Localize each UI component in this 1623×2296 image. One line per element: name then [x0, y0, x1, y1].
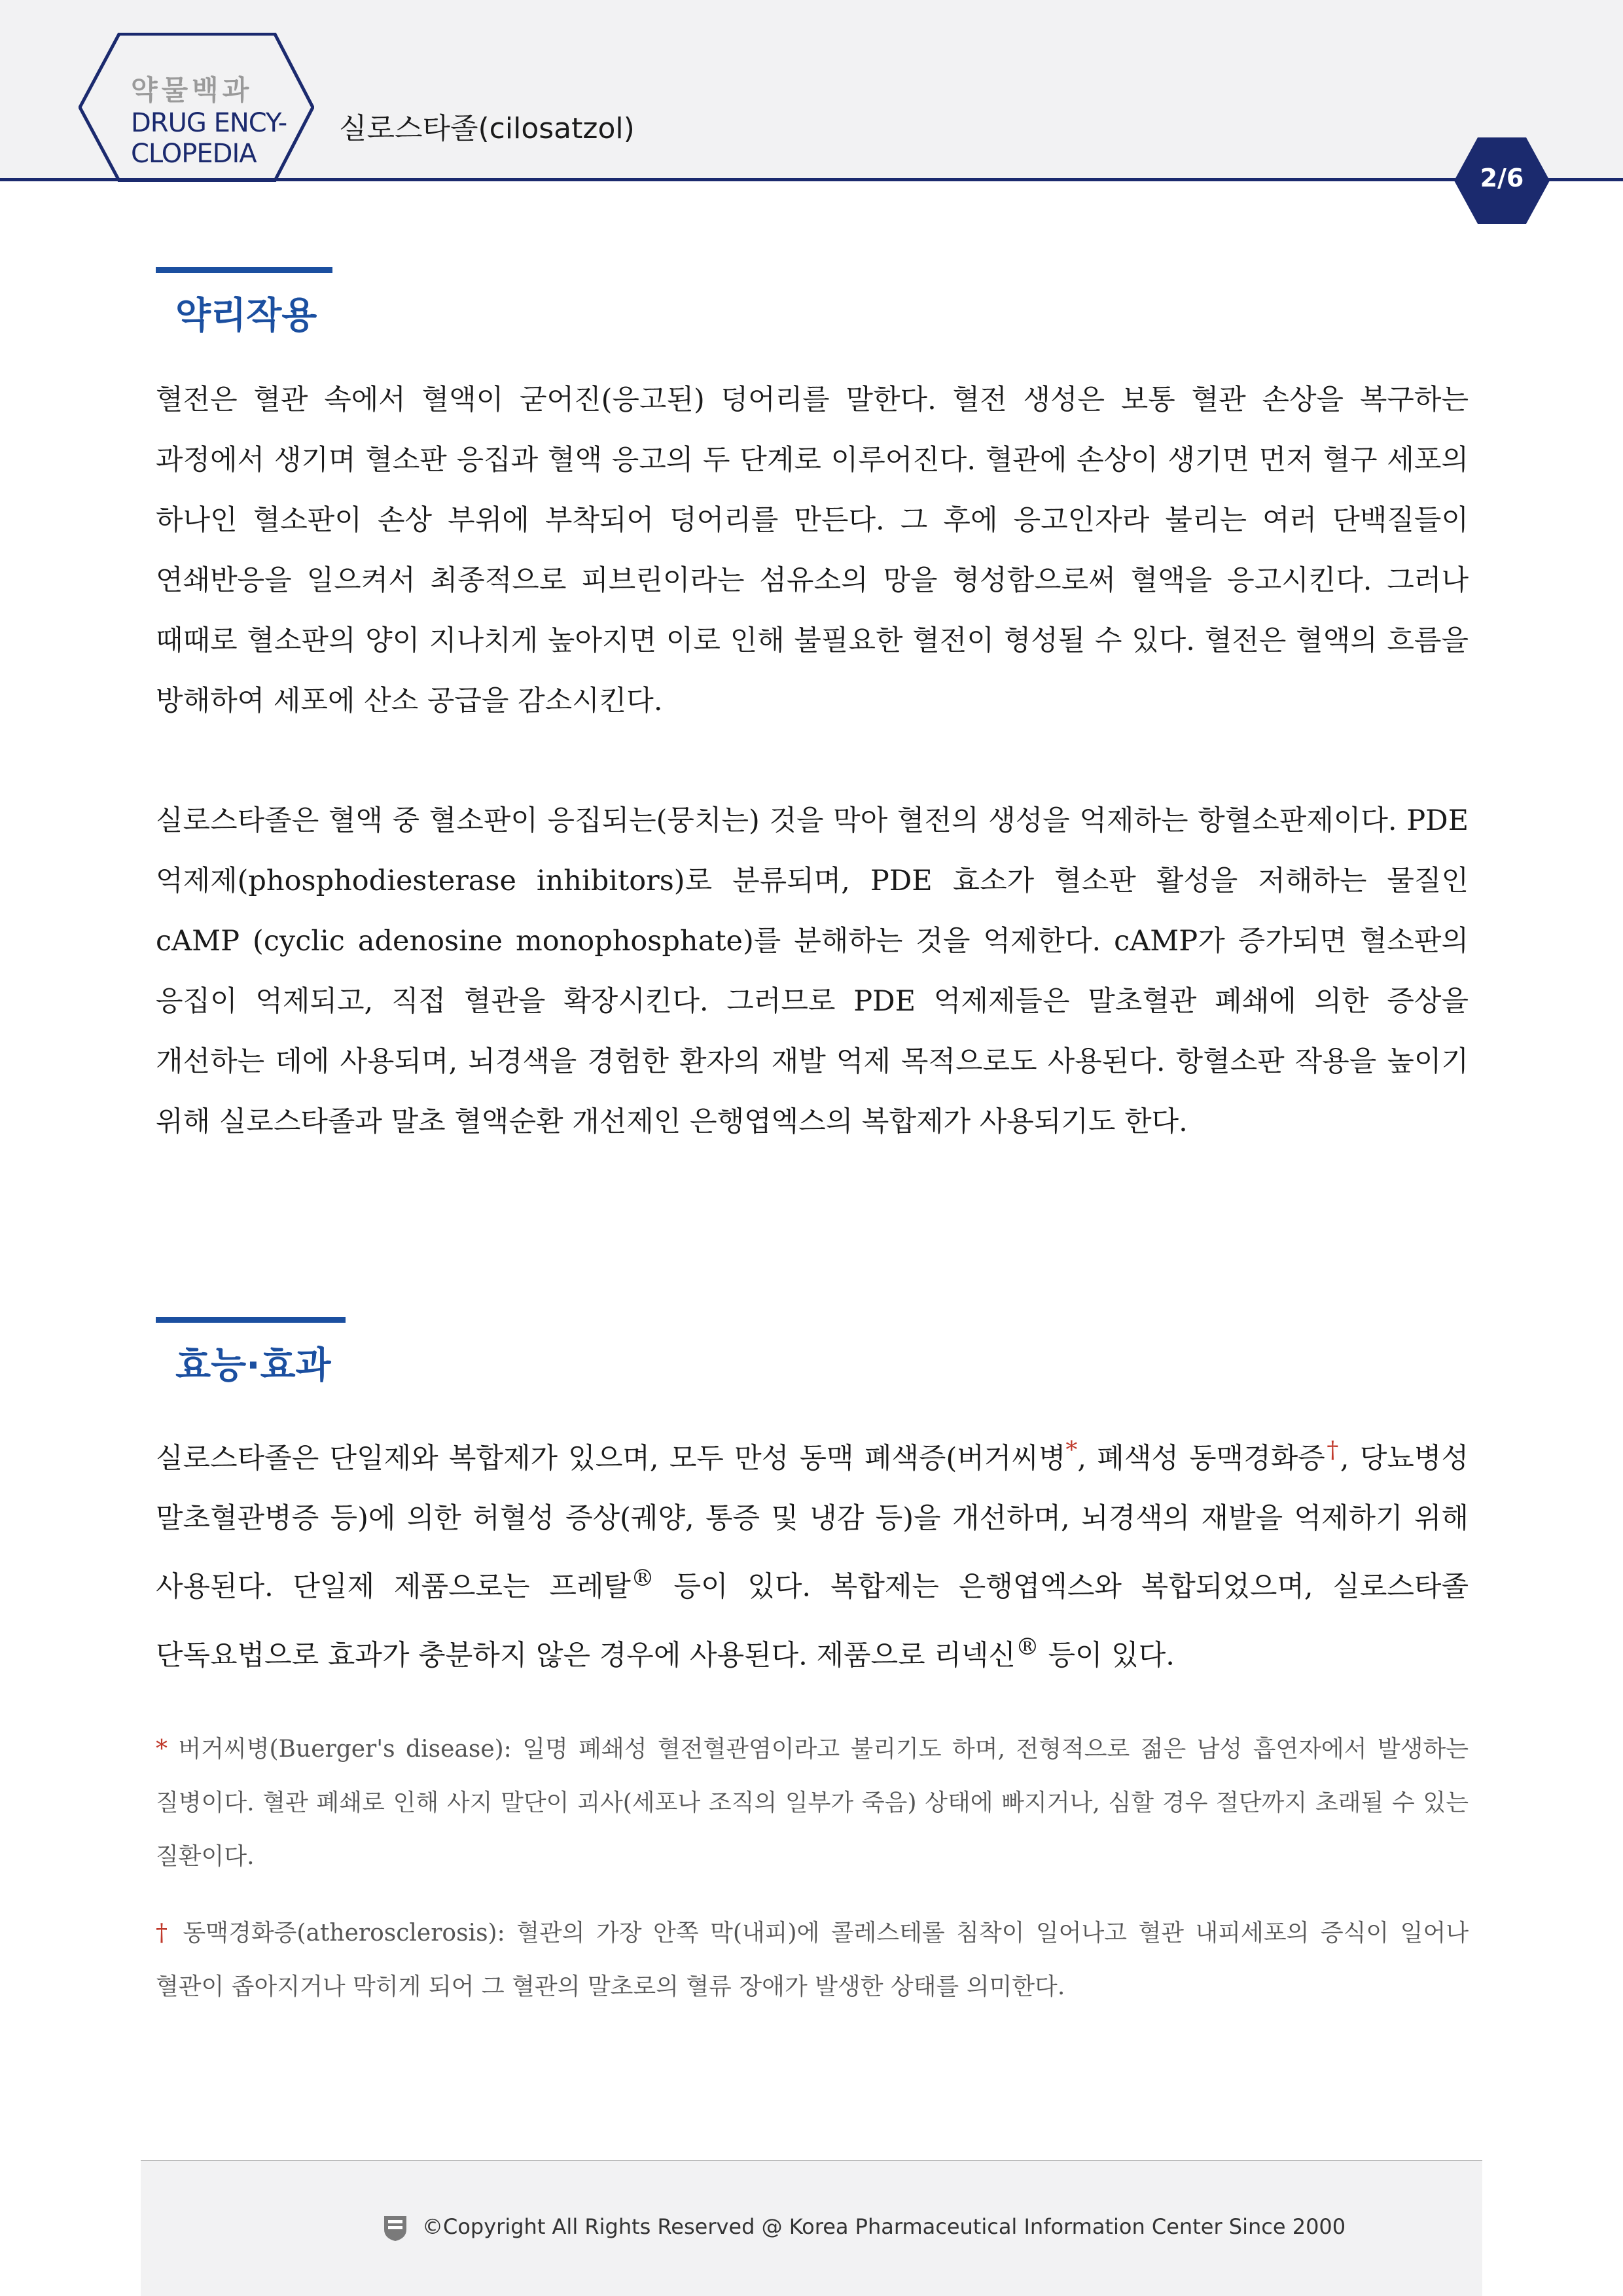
- document-title: 실로스타졸(cilosatzol): [339, 112, 635, 145]
- footer-divider: [141, 2160, 1482, 2161]
- efficacy-text-d: 등이 있다. 복합제는 은행엽엑스와 복합되었으며, 실로스타졸 단독요법으로 효과가 충분하지 않은 경우에 사용된다. 제품으로 리넥신: [156, 1570, 1469, 1672]
- footnote-mark-dagger: †: [1325, 1437, 1340, 1463]
- footnote-mark-asterisk: *: [1065, 1437, 1078, 1463]
- section-title-pharmacology: 약리작용: [175, 295, 317, 337]
- footnote-mark-dagger: †: [156, 1920, 172, 1946]
- registered-mark: ®: [1015, 1633, 1039, 1660]
- paragraph-pharmacology-1: 혈전은 혈관 속에서 혈액이 굳어진(응고된) 덩어리를 말한다. 혈전 생성은 보통 혈관 손상을 복구하는 과정에서 생기며 혈소판 응집과 혈액 응고의 두 단계로 이루어진다. 혈관에 손상이 생기면 먼저 혈구 세포의 하나인 혈소판이 손상 부위에 부착되어 덩어리를 만든다. 그 후에 응고인자라 불리는 여러 단백질들이 연쇄반응을 일으켜서 최종적으로 피브린이라는 섬유소의 망을 형성함으로써 혈액을 응고시킨다. 그러나 때때로 혈소판의 양이 지나치게 높아지면 이로 인해 불필요한 혈전이 형성될 수 있다. 혈전은 혈액의 흐름을 방해하여 세포에 산소 공급을 감소시킨다.: [156, 384, 1469, 717]
- footnote-atherosclerosis-text: 동맥경화증(atherosclerosis): 혈관의 가장 안쪽 막(내피)에 콜레스테롤 침착이 일어나고 혈관 내피세포의 증식이 일어나 혈관이 좁아지거나 막히게 되어 그 혈관의 말초로의 혈류 장애가 발생한 상태를 의미한다.: [156, 1920, 1469, 2000]
- section-title-efficacy: 효능·효과: [175, 1344, 331, 1387]
- footnote-atherosclerosis: [156, 1907, 1469, 2014]
- logo-english-line1: DRUG ENCY-: [131, 108, 287, 138]
- paragraph-efficacy: [156, 1420, 1469, 1685]
- footnote-buerger-text: 버거씨병(Buerger's disease): 일명 폐쇄성 혈전혈관염이라고 불리기도 하며, 전형적으로 젊은 남성 흡연자에서 발생하는 질병이다. 혈관 폐쇄로 인해 사지 말단이 괴사(세포나 조직의 일부가 죽음) 상태에 빠지거나, 심할 경우 절단까지 초래될 수 있는 질환이다.: [156, 1736, 1469, 1870]
- footnote-mark-asterisk: *: [156, 1736, 168, 1763]
- registered-mark: ®: [630, 1565, 654, 1592]
- logo-english-line2: CLOPEDIA: [131, 139, 257, 169]
- logo-korean-text: 약물백과: [131, 74, 253, 106]
- efficacy-text-e: 등이 있다.: [1039, 1638, 1175, 1672]
- paragraph-pharmacology-2: 실로스타졸은 혈액 중 혈소판이 응집되는(뭉치는) 것을 막아 혈전의 생성을 억제하는 항혈소판제이다. PDE 억제제(phosphodiesterase inhibitors)로 분류되며, PDE 효소가 혈소판 활성을 저해하는 물질인 cAMP (cyclic adenosine monophosphate)를 분해하는 것을 억제한다. cAMP가 증가되면 혈소판의 응집이 억제되고, 직접 혈관을 확장시킨다. 그러므로 PDE 억제제들은 말초혈관 폐쇄에 의한 증상을 개선하는 데에 사용되며, 뇌경색을 경험한 환자의 재발 억제 목적으로도 사용된다. 항혈소판 작용을 높이기 위해 실로스타졸과 말초 혈액순환 개선제인 은행엽엑스의 복합제가 사용되기도 한다.: [156, 804, 1469, 1138]
- copyright-text: ©Copyright All Rights Reserved @ Korea Pharmaceutical Information Center Since 2000: [422, 2214, 1346, 2239]
- section-title-bar: [156, 1317, 346, 1323]
- page-number: 2/6: [1480, 164, 1524, 192]
- section-title-bar: [156, 267, 332, 273]
- efficacy-text-a: 실로스타졸은 단일제와 복합제가 있으며, 모두 만성 동맥 폐색증(버거씨병: [156, 1442, 1066, 1475]
- header-divider: [0, 178, 1623, 181]
- efficacy-text-c: , 당뇨병성 말초혈관병증 등)에 의한 허혈성 증상(궤양, 통증 및 냉감 등)을 개선하며, 뇌경색의 재발을 억제하기 위해 사용된다. 단일제 제품으로는 프레탈: [156, 1442, 1469, 1604]
- efficacy-text-b: , 폐색성 동맥경화증: [1077, 1442, 1325, 1475]
- shield-icon: [383, 2214, 408, 2242]
- footnote-buerger: [156, 1723, 1469, 1884]
